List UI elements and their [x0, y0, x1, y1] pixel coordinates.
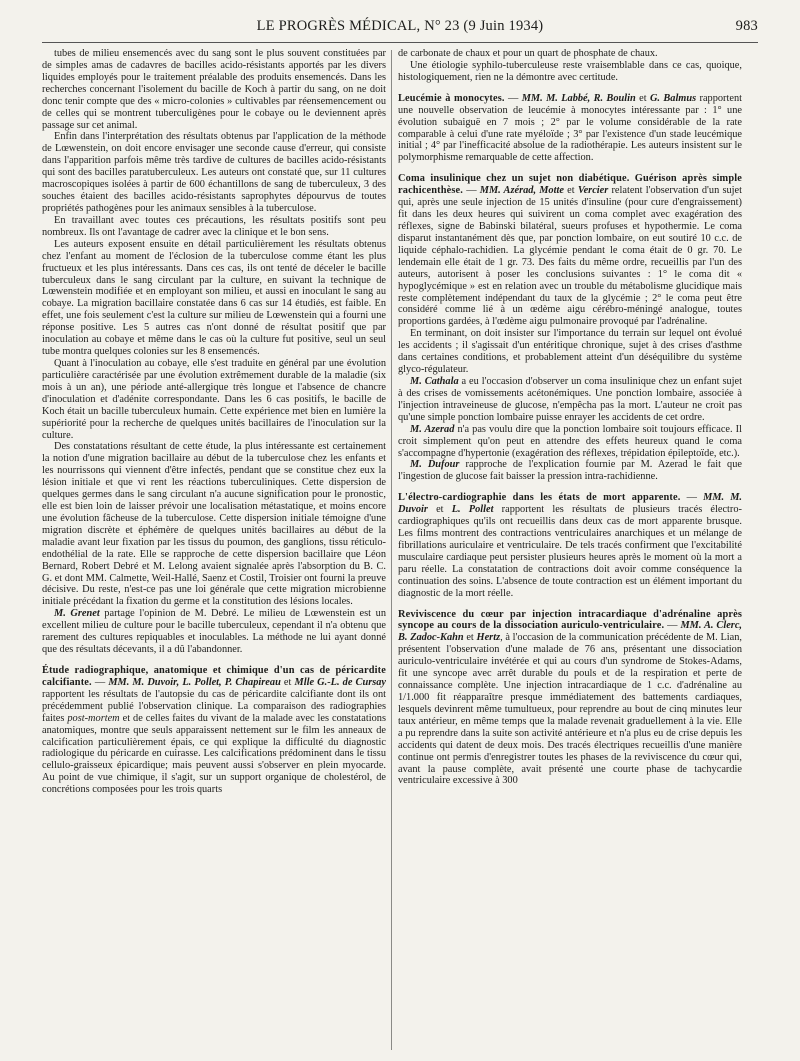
text-run: — — [91, 676, 109, 688]
left-paragraph — [42, 48, 386, 131]
section-title: Leucémie à monocytes. — [398, 92, 505, 104]
right-paragraph — [398, 93, 742, 165]
left-paragraph — [42, 358, 386, 441]
text-run: a eu l'occasion d'observer un coma insulinique chez un enfant sujet à des crises de vomissements acétonémiques. Une ponction lombaire, associée à l'injection intraveineuse de glucose, n'empêcha pas la mort. L'auteur ne croit pas qu'une simple ponction lombaire puisse enrayer les accidents de cet ordre. — [398, 375, 742, 423]
text-run: rapproche de l'explication fournie par M. Azerad le fait que l'ingestion de glucose fait baisser la pression intra-rachidienne. — [398, 459, 742, 483]
author-names: M. Grenet — [54, 608, 100, 620]
right-column — [398, 48, 742, 787]
text-run: rapportent les résultats de plusieurs tracés électro-cardiographiques qu'ils ont recueillis dans deux cas de mort apparente brusque. Les films montrent des contractions ventriculaires anarchiques et un mélange de fibrillations auriculaire et ventriculaire. De tels tracés confirment que l'excitabilité musculaire cardiaque peut persister plusieurs heures après le moment où la mort a paru réelle. La constatation de contractions doit avoir comme conséquence la continuation des soins. L'absence de toute contraction est un élément important du diagnostic de la mort réelle. — [398, 504, 742, 599]
text-run: et — [463, 632, 477, 644]
author-names: Vercier — [577, 185, 609, 197]
text-run: rapportent les résultats de l'autopsie du cas de péricardite calcifiante dont ils ont précédemment publié l'observation clinique. La comparaison des radiographies faites — [42, 688, 386, 724]
right-paragraph — [398, 48, 742, 60]
right-paragraph — [398, 424, 742, 460]
right-paragraph — [398, 60, 742, 84]
author-names: MM. M. Duvoir — [398, 492, 743, 516]
author-names: M. Cathala — [410, 375, 459, 387]
author-names: Hertz — [476, 632, 501, 644]
journal-title: LE PROGRÈS MÉDICAL, N° 23 (9 Juin 1934) — [256, 18, 544, 34]
right-paragraph — [398, 173, 742, 328]
text-run: n'a pas voulu dire que la ponction lombaire soit toujours efficace. Il croit simplement qu'on peut en attendre des effets heureux quand le coma s'accompagne d'hypertonie (exagération des réflexes, trépidation épileptoïde, etc.). — [398, 423, 742, 459]
author-names: MM. Azérad, Motte — [479, 185, 564, 197]
left-paragraph — [42, 215, 386, 239]
author-names: Mlle G.-L. de Cursay — [294, 676, 387, 688]
page-number: 983 — [735, 18, 758, 34]
left-column — [42, 48, 386, 796]
author-names: M. Azerad — [410, 423, 455, 435]
right-paragraph — [398, 459, 742, 483]
section-title: Étude radiographique, anatomique et chimique d'un cas de péricardite calcifiante. — [42, 665, 386, 688]
text-run: — — [680, 492, 704, 504]
left-paragraph — [42, 239, 386, 358]
left-paragraph — [42, 441, 386, 608]
text-run: Une étiologie syphilo-tuberculeuse reste vraisemblable dans ce cas, quoique, histologiquement, rien ne la démontre avec certitude. — [398, 59, 742, 83]
text-run: tubes de milieu ensemencés avec du sang sont le plus souvent constituées par de simples amas de cadavres de bacilles acido-résistants apportés par les divers liquides employés pour le traitement préalable des produits ensemencés. Dans les recherches concernant l'isolement du bacille de Koch à partir du sang, on ne doit donc tenir compte que des « micro-colonies » cultivables par réensemencement ou de celles qui se montrent tuberculigènes pour le cobaye ou le deviennent après passage sur cet animal. — [42, 48, 386, 131]
header-rule — [42, 42, 758, 43]
right-paragraph — [398, 328, 742, 376]
text-run: partage l'opinion de M. Debré. Le milieu de Lœwenstein est un excellent milieu de culture pour le bacille tuberculeux, cependant il n'a obtenu que rarement des cultures repiquables et inoculables. La méthode ne lui ayant donné que des résultats décevants, il a dû l'abandonner. — [42, 608, 386, 656]
text-run: et — [280, 676, 295, 688]
text-run: — — [664, 620, 681, 632]
author-names: MM. A. Clerc, B. Zadoc-Kahn — [398, 620, 743, 644]
left-paragraph — [42, 665, 386, 796]
left-paragraph — [42, 608, 386, 656]
text-run: — — [463, 185, 480, 197]
right-paragraph — [398, 376, 742, 424]
text-run: de carbonate de chaux et pour un quart de phosphate de chaux. — [398, 48, 658, 59]
text-run: Des constatations résultant de cette étude, la plus intéressante est certainement la notion d'une migration bacillaire au début de la tuberculose chez les enfants et les nourrissons qui viennent d'être infectés, pendant que se constitue chez eux la lésion initiale et que vi rent les réactions tuberculiniques. Cette dispersion de quelques germes dans le sang circulant n'a aucune signification pour le pronostic, elle est bien loin de laisser prévoir une localisation métastatique, et moins encore une évolution fâcheuse de la tuberculose. Cette dispersion initiale témoigne d'une migration discrète et éphémère de quelques unités bacillaires au début de la maladie avant leur fixation par les tissus du poumon, des ganglions, tissu réticulo-endothélial de la rate. Elle se rapproche de cette dispersion bacillaire que Léon Bernard, Robert Debré et M. Lelong avaient signalée après l'absorption du B. C. G. et dont MM. Calmette, Weil-Hallé, Saenz et Costil, Troisier ont fourni la preuve décisive. Du reste, n'est-ce pas une loi générale que cette migration microbienne initiale précédant la fixation du germe et la constitution des lésions locales. — [42, 441, 386, 608]
text-run: et de celles faites du vivant de la malade avec les constatations anatomiques, montre que seuls apparaissent nettement sur le film les anneaux de calcification particulièrement épais, ce qui explique la difficulté du diagnostic radiologique du péricarde en cuirasse. Les calcifications prédominent dans le tissu cellulo-graisseux épicardique; mais peuvent aussi s'observer en plein myocarde. Au point de vue chimique, il s'agit, sur un support organique de cholestérol, de concrétions composées pour les trois quarts — [42, 712, 386, 796]
text-run: — — [504, 92, 522, 104]
text-run: Enfin dans l'interprétation des résultats obtenus par l'application de la méthode de Lœwenstein, on doit encore envisager une seconde cause d'erreur, qui consiste dans l'apparition parfois même très tardive de cultures de bacilles acido-résistants qui sont des bacilles paratuberculeux. Les auteurs ont constaté que, sur 11 cultures macroscopiques isolées à partir de 600 échantillons de sang de tuberculeux, 3 des souches étaient des bacilles acido-résistants saprophytes dépourvus de toutes propriétés pathogènes pour les animaux sensibles à la tuberculose. — [42, 131, 386, 214]
text-run: Quant à l'inoculation au cobaye, elle s'est traduite en général par une évolution particulière caractérisée par une évolution extrêmement durable de la maladie (six mois à un an), une période anté-allergique très longue et l'absence de chancre d'inoculation et d'adénite correspondante. Dans les 6 cas positifs, le bacille de Koch était un bacille tuberculeux humain. Cette expérience met bien en lumière la supériorité pour la recherche de quelques unités bacillaires de l'inoculation sur la culture. — [42, 357, 386, 441]
section-title: Reviviscence du cœur par injection intracardiaque d'adrénaline après syncope au cours de la dissociation auriculo-ventriculaire. — [398, 608, 742, 632]
right-paragraph — [398, 609, 742, 788]
author-names: L. Pollet — [451, 504, 494, 516]
italic-term: post-mortem — [67, 712, 120, 724]
text-run: En travaillant avec toutes ces précautions, les résultats positifs sont peu nombreux. Ils ont l'avantage de cadrer avec la clinique et le bon sens. — [42, 214, 386, 238]
text-run: Les auteurs exposent ensuite en détail particulièrement les résultats obtenus chez l'enfant au moment de l'éclosion de la tuberculose comme étant les plus fructueux et les plus intéressants. Dans ces cas, ils ont tenté de déceler le bacille tuberculeux dans le sang circulant par la culture, en suivant la technique de Lœwenstein modifiée et en employant son milieu, et aussi en inoculant le sang au cobaye. La migration bacillaire constatée dans 6 cas sur 14 étudiés, est faible. En effet, une fois seulement c'est la culture sur milieu de Lœwenstein qui a fourni une réponse positive. Les 5 autres cas n'ont donné de résultat positif que par inoculation au cobaye et même dans le cas où la culture fut positive, seul un seul tube montra quelques colonies sur les 8 ensemencés. — [42, 238, 386, 358]
text-run: et — [427, 504, 452, 516]
text-run: relatent l'observation d'un sujet qui, après une seule injection de 15 unités d'insuline (pour cure d'engraissement) fit dans les deux heures qui suivirent un coma complet avec exagération des réflexes, signe de Babinski bilatéral, sueurs profuses et hypothermie. Le coma disparut instantanément dès que, par ponction lombaire, on eut soutiré 10 c.c. de liquide céphalo-rachidien. La glycémie pendant le coma était de 0 gr. 70. Le lendemain elle était de 1 gr. 73. Des faits du même ordre, recueillis par l'un des auteurs, autorisent à poser les conclusions suivantes : 1° le coma dit « hypoglycémique » est en relation avec un trouble du métabolisme glucidique mais reste complètement indépendant du taux de la glycémie ; 2° le coma peut être considéré comme lié à un œdème aigu cérébro-méningé analogue, toutes proportions gardées, à l'œdème aigu pulmonaire provoqué par l'adrénaline. — [398, 185, 743, 328]
text-run: En terminant, on doit insister sur l'importance du terrain sur lequel ont évolué les accidents ; il s'agissait d'un entéritique chronique, sujet à des crises d'asthme dans certaines conditions, et probablement atteint d'un déséquilibre du système glyco-régulateur. — [398, 328, 742, 376]
section-title: L'électro-cardiographie dans les états de mort apparente. — [398, 492, 681, 504]
running-header — [42, 18, 758, 38]
text-run: et — [563, 185, 578, 197]
text-run: , à l'occasion de la communication précédente de M. Lian, présentent l'observation d'une malade de 76 ans, présentant une dissociation auriculo-ventriculaire invétérée et qui au cours d'un syndrome de Stokes-Adams, fit une syncope avec arrêt durable du pouls et de la respiration et perte de connaissance complète. Une injection intracardiaque de 1 c.c. d'adrénaline au 1/1.000 fit réapparaître presque immédiatement des battements cardiaques, lesquels devinrent même tumultueux, pour reprendre au bout de cinq minutes leur taux antérieur, en même temps que la malade revenait graduellement à la vie. Elle a pu reprendre dans la suite son activité antérieure et n'a plus eu de crise depuis les accidents qui datent de deux mois. Des tracés électriques recueillis d'une manière continue ont permis d'enregistrer toutes les phases de la reviviscence du cœur qui, avant la pause complète, avait présenté une courte phase de tachycardie ventriculaire excessive à 300 — [398, 632, 742, 787]
text-run: rapportent une nouvelle observation de leucémie à monocytes intéressante par : 1° une évolution subaiguë en 7 mois ; 2° par le volume considérable de la rate comparable à celui d'une rate myéloïde ; 3° par l'existence d'un stade leucémique initial ; 4° par l'inefficacité absolue de la radiothérapie. Les auteurs insistent sur le polymorphisme remarquable de cette affection. — [398, 92, 743, 164]
left-paragraph — [42, 131, 386, 214]
author-names: MM. M. Duvoir, L. Pollet, P. Chapireau — [108, 676, 281, 688]
author-names: M. Dufour — [410, 459, 460, 471]
column-divider — [391, 50, 392, 1050]
author-names: MM. M. Labbé, R. Boulin — [521, 92, 636, 104]
author-names: G. Balmus — [649, 92, 697, 104]
text-run: et — [635, 92, 650, 104]
section-title: Coma insulinique chez un sujet non diabétique. Guérison après simple rachicenthèse. — [398, 173, 742, 197]
right-paragraph — [398, 492, 742, 599]
